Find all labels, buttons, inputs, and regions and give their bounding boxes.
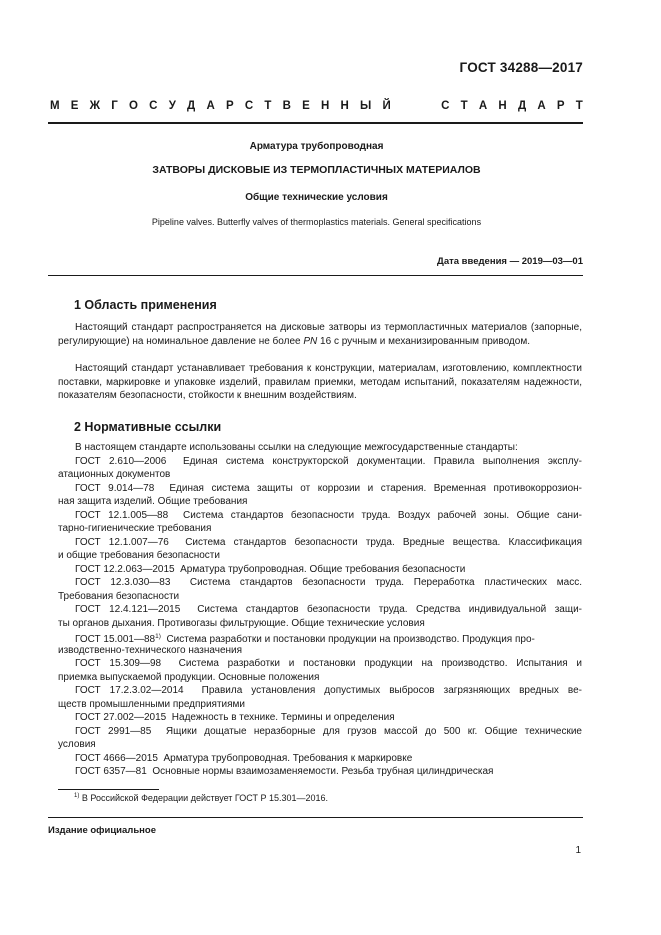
banner-letter: С [244, 100, 254, 112]
date-rule [48, 275, 583, 276]
banner-letter: Д [187, 100, 196, 112]
reference-line: ГОСТ 12.1.005—88 Система стандартов безопасности труда. Воздух рабочей зоны. Общие сани- [75, 509, 582, 521]
reference-code: ГОСТ 15.001—88 [75, 634, 156, 645]
reference-line: ГОСТ 4666—2015 Арматура трубопроводная. Требования к маркировке [75, 752, 413, 764]
section-1-heading: 1 Область применения [74, 298, 217, 312]
section-1-paragraph-1-text: Настоящий стандарт распространяется на дисковые затворы из термопластичных материалов (запорные, регулирующие) на номинальное давление не более PN 16 с ручным и механизированным приводом. [58, 322, 582, 347]
footnote-rule [58, 789, 159, 790]
banner-letter: М [50, 100, 60, 112]
reference-line: ГОСТ 2.610—2006 Единая система конструкторской документации. Правила выполнения эксплу- [75, 455, 582, 467]
footer-rule [48, 817, 583, 818]
banner-letter: Н [498, 100, 507, 112]
banner-letter: Г [111, 100, 118, 112]
reference-line: ГОСТ 9.014—78 Единая система защиты от коррозии и старения. Временная противокоррозион- [75, 482, 582, 494]
banner-letter: А [478, 100, 488, 112]
reference-text: Система разработки и постановки продукции на производство. Продукция про- [160, 634, 535, 645]
banner-letter: Т [575, 100, 583, 112]
reference-line: ществ промышленными предприятиями [58, 698, 246, 710]
section-2-heading: 2 Нормативные ссылки [74, 420, 222, 434]
product-group: Арматура трубопроводная [249, 141, 384, 152]
banner-letter: Н [320, 100, 330, 112]
page-number: 1 [575, 845, 581, 856]
banner-letter: Е [302, 100, 310, 112]
reference-line: ГОСТ 12.3.030—83 Система стандартов безопасности труда. Переработка пластических масс. [75, 577, 582, 588]
section-1-paragraph-2-text: Настоящий стандарт устанавливает требования к конструкции, материалам, изготовлению, комплектности поставки, маркировке и упаковке изделий, правилам приемки, методам испытаний, показателям надежности, показателям безопасности, стойкости к внешним воздействиям. [58, 363, 582, 401]
banner-letter: А [206, 100, 215, 112]
banner-letter: Н [340, 100, 349, 112]
reference-line: тарно-гигиенические требования [58, 523, 212, 534]
banner-letter: Й [382, 100, 391, 112]
section-1-paragraph-2 [58, 362, 582, 403]
reference-line: изводственно-технического назначения [58, 644, 243, 656]
footnote [74, 793, 328, 803]
reference-line: атационных документов [58, 469, 171, 480]
reference-line: Требования безопасности [58, 590, 180, 602]
banner-letter: С [149, 100, 158, 112]
footnote-ref: 1) [155, 633, 161, 640]
header-rule [48, 122, 583, 124]
reference-line: ГОСТ 12.4.121—2015 Система стандартов безопасности труда. Средства индивидуальной защи- [75, 604, 582, 615]
section-1-paragraph-1 [58, 321, 582, 348]
footnote-marker: 1) [74, 793, 80, 799]
banner-gap [402, 100, 430, 112]
banner-letter: Р [225, 100, 234, 112]
english-title: Pipeline valves. Butterfly valves of thermoplastics materials. General specifications [151, 217, 482, 227]
reference-line: ГОСТ 2991—85 Ящики дощатые неразборные для грузов массой до 500 кг. Общие технические [75, 725, 582, 737]
reference-line: условия [58, 739, 96, 750]
nominal-pressure-symbol: PN [303, 335, 318, 347]
banner-letter: Р [556, 100, 565, 112]
banner-letter: А [537, 100, 546, 112]
official-edition-label: Издание официальное [48, 825, 156, 836]
reference-line: ГОСТ 27.002—2015 Надежность в технике. Термины и определения [75, 712, 395, 723]
banner-letter: О [129, 100, 138, 112]
reference-line: ГОСТ 12.2.063—2015 Арматура трубопроводная. Общие требования безопасности [75, 563, 466, 575]
reference-line: приемка выпускаемой продукции. Основные положения [58, 671, 320, 683]
document-number: ГОСТ 34288—2017 [459, 60, 583, 75]
reference-line: ная защита изделий. Общие требования [58, 496, 248, 507]
introduction-date: Дата введения — 2019—03—01 [437, 256, 583, 267]
banner-letter: Д [517, 100, 527, 112]
footnote-text: В Российской Федерации действует ГОСТ Р 15.301—2016. [79, 793, 329, 803]
reference-line: и общие требования безопасности [58, 550, 220, 561]
banner-letter: Е [70, 100, 79, 112]
banner-letter: Т [264, 100, 272, 112]
standard-type-banner [50, 100, 583, 112]
reference-line: ГОСТ 6357—81 Основные нормы взаимозаменяемости. Резьба трубная цилиндрическая [75, 766, 494, 777]
reference-line: ГОСТ 15.309—98 Система разработки и постановки продукции на производство. Испытания и [75, 658, 582, 669]
reference-line: ГОСТ 12.1.007—76 Система стандартов безопасности труда. Вредные вещества. Классификация [75, 536, 582, 548]
reference-line: ты органов дыхания. Противогазы фильтрующие. Общие технические условия [58, 617, 425, 629]
reference-line: В настоящем стандарте использованы ссылки на следующие межгосударственные стандарты: [75, 442, 518, 453]
reference-line: ГОСТ 17.2.3.02—2014 Правила установления допустимых выбросов загрязняющих вредных ве- [75, 685, 582, 696]
banner-letter: Ж [89, 100, 101, 112]
banner-letter: В [282, 100, 291, 112]
banner-letter: У [168, 100, 176, 112]
document-title: ЗАТВОРЫ ДИСКОВЫЕ ИЗ ТЕРМОПЛАСТИЧНЫХ МАТЕРИАЛОВ [152, 164, 481, 176]
document-subtitle: Общие технические условия [245, 192, 388, 203]
banner-letter: Ы [360, 100, 372, 112]
banner-letter: Т [460, 100, 468, 112]
banner-letter: С [441, 100, 450, 112]
